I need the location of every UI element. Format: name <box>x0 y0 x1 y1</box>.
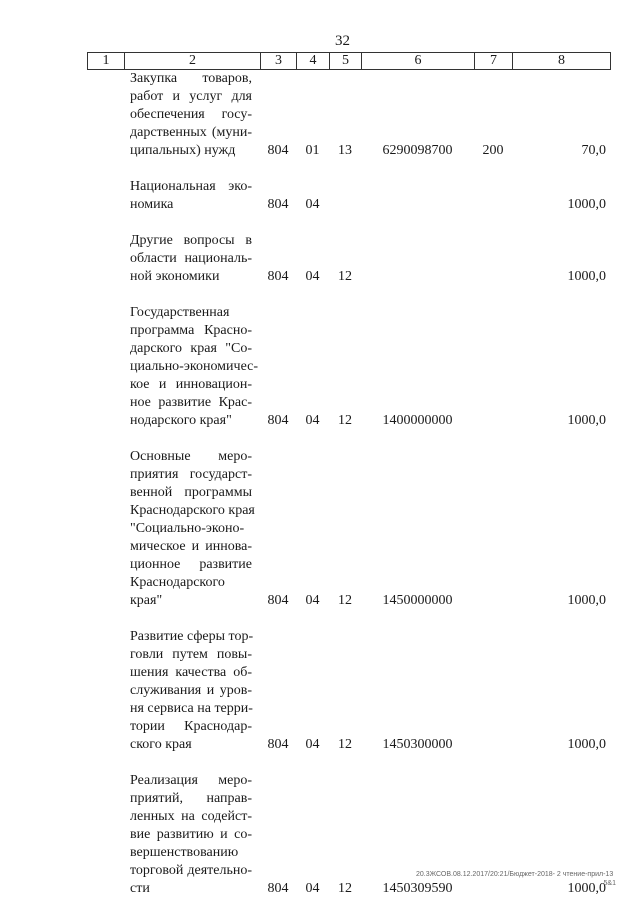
budget-table-body <box>87 70 610 898</box>
table-row <box>87 628 610 754</box>
row-csr-cell: 12 <box>338 881 352 896</box>
row-name-cell <box>124 448 260 610</box>
row-code-cell: 1450000000 <box>382 593 453 608</box>
row-spacer <box>87 160 610 178</box>
row-pr-cell: 01 <box>305 143 320 158</box>
row-amount-cell: 1000,0 <box>567 881 606 896</box>
row-name-line: приятий, направ- <box>130 791 252 806</box>
row-spacer <box>87 610 610 628</box>
row-name-line: "Социально-эконо- <box>130 521 245 536</box>
row-rz-cell: 804 <box>267 881 289 896</box>
row-amount-cell: 1000,0 <box>567 197 606 212</box>
row-name-cell <box>124 232 260 286</box>
row-amount-cell: 1000,0 <box>567 269 606 284</box>
row-rz-cell: 804 <box>267 413 289 428</box>
row-spacer <box>87 214 610 232</box>
row-csr-cell: 12 <box>338 737 352 752</box>
row-name-line: ленных на содейст- <box>130 809 252 824</box>
row-name-line: края" <box>130 593 163 608</box>
column-header-4: 4 <box>297 53 330 70</box>
row-name-line: ной экономики <box>130 269 220 284</box>
row-rz-cell: 804 <box>267 143 289 158</box>
row-spacer <box>87 754 610 772</box>
row-amount-cell: 1000,0 <box>567 413 606 428</box>
row-name-line: ционное развитие <box>130 557 252 572</box>
column-header-1: 1 <box>88 53 125 70</box>
row-csr-cell: 12 <box>338 593 352 608</box>
row-name-line: ского края <box>130 737 192 752</box>
row-name-line: работ и услуг для <box>130 89 252 104</box>
row-name-line: Государственная <box>130 305 230 320</box>
row-pr-cell: 04 <box>305 269 320 284</box>
row-amount-cell: 70,0 <box>581 143 606 158</box>
table-row <box>87 178 610 214</box>
row-name-cell <box>124 628 260 754</box>
row-name-line: Краснодарского <box>130 575 225 590</box>
row-pr-cell: 04 <box>305 593 320 608</box>
row-name-line: Развитие сферы тор- <box>130 629 254 644</box>
row-name-cell <box>124 70 260 160</box>
column-header-8: 8 <box>513 53 611 70</box>
row-csr-cell: 12 <box>338 269 352 284</box>
row-code-cell: 1450300000 <box>382 737 453 752</box>
row-name-line: обеспечения госу- <box>130 107 252 122</box>
column-header-row <box>88 53 611 70</box>
row-name-cell <box>124 772 260 898</box>
row-pr-cell: 04 <box>305 881 320 896</box>
footer-stamp: 20.3ЖСОВ.08.12.2017/20:21/Бюджет-2018- 2 чтение-прил-13 <box>416 871 614 878</box>
row-name-line: Краснодарского края <box>130 503 255 518</box>
column-header-7: 7 <box>475 53 513 70</box>
row-name-line: сти <box>130 881 150 896</box>
table-row <box>87 232 610 286</box>
row-name-line: Национальная эко- <box>130 179 252 194</box>
row-pr-cell: 04 <box>305 413 320 428</box>
row-code-cell: 6290098700 <box>382 143 453 158</box>
row-name-line: Основные меро- <box>130 449 252 464</box>
column-header-2: 2 <box>125 53 261 70</box>
row-name-line: ня сервиса на терри- <box>130 701 253 716</box>
row-name-line: нодарского края" <box>130 413 232 428</box>
column-header-table <box>87 52 611 70</box>
row-name-line: торговой деятельно- <box>130 863 252 878</box>
row-rz-cell: 804 <box>267 269 289 284</box>
row-name-cell <box>124 304 260 430</box>
row-name-line: тории Краснодар- <box>130 719 252 734</box>
row-name-line: Закупка товаров, <box>130 71 252 86</box>
footer-page-code: 5&1 <box>603 880 616 887</box>
row-name-line: области националь- <box>130 251 252 266</box>
row-name-line: мическое и иннова- <box>130 539 252 554</box>
row-name-line: кое и инновацион- <box>130 377 252 392</box>
row-name-line: служивания и уров- <box>130 683 252 698</box>
row-name-line: шения качества об- <box>130 665 252 680</box>
row-spacer <box>87 286 610 304</box>
column-header-6: 6 <box>362 53 475 70</box>
document-footer <box>416 870 616 888</box>
row-csr-cell: 13 <box>338 143 352 158</box>
column-header-5: 5 <box>330 53 362 70</box>
row-code-cell: 1450309590 <box>382 881 453 896</box>
row-name-line: программа Красно- <box>130 323 252 338</box>
row-name-line: Другие вопросы в <box>130 233 252 248</box>
row-col7-cell: 200 <box>482 143 504 158</box>
row-code-cell: 1400000000 <box>382 413 453 428</box>
row-rz-cell: 804 <box>267 737 289 752</box>
table-row <box>87 70 610 160</box>
row-name-line: циально-экономичес- <box>130 359 259 374</box>
row-name-line: приятия государст- <box>130 467 252 482</box>
row-csr-cell: 12 <box>338 413 352 428</box>
row-pr-cell: 04 <box>305 737 320 752</box>
row-name-line: венной программы <box>130 485 252 500</box>
row-name-cell <box>124 178 260 214</box>
table-row <box>87 304 610 430</box>
row-name-line: говли путем повы- <box>130 647 252 662</box>
row-name-line: номика <box>130 197 174 212</box>
row-spacer <box>87 430 610 448</box>
row-amount-cell: 1000,0 <box>567 737 606 752</box>
row-name-line: дарского края "Со- <box>130 341 252 356</box>
row-amount-cell: 1000,0 <box>567 593 606 608</box>
row-name-line: ное развитие Крас- <box>130 395 252 410</box>
row-rz-cell: 804 <box>267 593 289 608</box>
table-row <box>87 448 610 610</box>
row-name-line: ципальных) нужд <box>130 143 236 158</box>
row-name-line: вие развитию и со- <box>130 827 252 842</box>
row-name-line: Реализация меро- <box>130 773 252 788</box>
page-number: 32 <box>335 33 350 49</box>
row-name-line: вершенствованию <box>130 845 239 860</box>
row-name-line: дарственных (муни- <box>130 125 252 140</box>
column-header-3: 3 <box>261 53 297 70</box>
row-rz-cell: 804 <box>267 197 289 212</box>
row-pr-cell: 04 <box>305 197 320 212</box>
